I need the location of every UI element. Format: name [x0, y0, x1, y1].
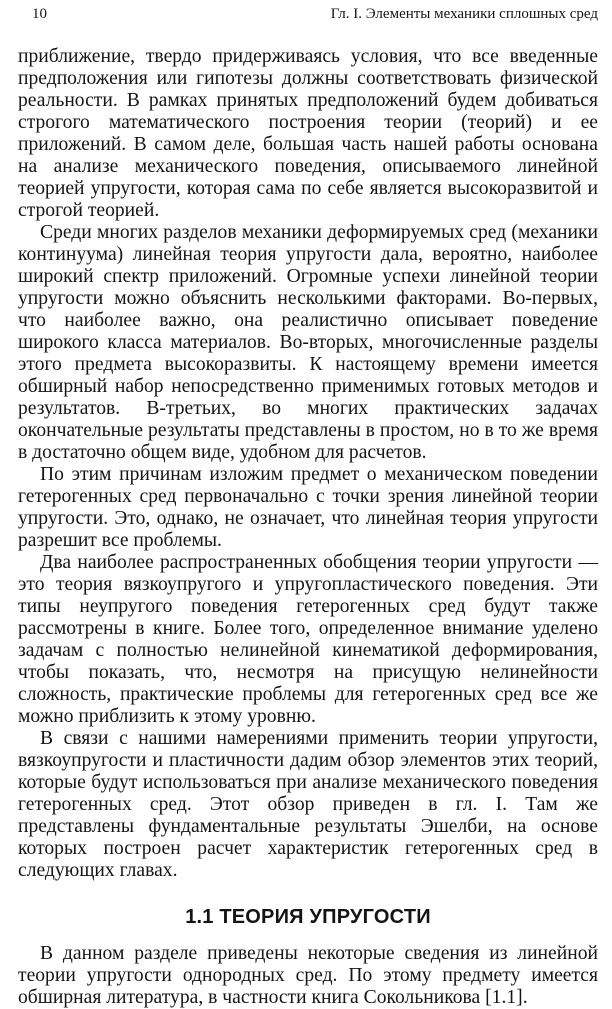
page-header — [18, 6, 598, 32]
paragraph: приближение, твердо придерживаясь условия, что все введенные предположения или гипотезы должны соответствовать физической реальности. В рамках принятых предположений будем добиваться строгого математического построения теории (теорий) и ее приложений. В самом деле, большая часть нашей работы основана на анализе механического поведения, описываемого линейной теорией упругости, которая сама по себе является высокоразвитой и строгой теорией. — [18, 46, 598, 221]
paragraph: Среди многих разделов механики деформируемых сред (механики континуума) линейная теория упругости дала, вероятно, наиболее широкий спектр приложений. Огромные успехи линейной теории упругости можно объяснить несколькими факторами. Во-первых, что наиболее важно, она реалистично описывает поведение широкого класса материалов. Во-вторых, многочисленные разделы этого предмета высокоразвиты. К настоящему времени имеется обширный набор непосредственно применимых готовых методов и результатов. В-третьих, во многих практических задачах окончательные результаты представлены в простом, но в то же время в достаточно общем виде, удобном для расчетов. — [18, 222, 598, 463]
running-title: Гл. I. Элементы механики сплошных сред — [330, 6, 598, 22]
page-body — [18, 46, 598, 1009]
paragraph: В связи с нашими намерениями применить теории упругости, вязкоупругости и пластичности дадим обзор элементов этих теорий, которые будут использоваться при анализе механического поведения гетерогенных сред. Этот обзор приведен в гл. I. Там же представлены фундаментальные результаты Эшелби, на основе которых построен расчет характеристик гетерогенных сред в следующих главах. — [18, 728, 598, 881]
paragraph: По этим причинам изложим предмет о механическом поведении гетерогенных сред первоначально с точки зрения линейной теории упругости. Это, однако, не означает, что линейная теория упругости разрешит все проблемы. — [18, 464, 598, 551]
page-number: 10 — [32, 6, 47, 22]
paragraph: В данном разделе приведены некоторые сведения из линейной теории упругости однородных сред. По этому предмету имеется обширная литература, в частности книга Сокольникова [1.1]. — [18, 943, 598, 1008]
section-heading: 1.1 ТЕОРИЯ УПРУГОСТИ — [185, 906, 431, 928]
paragraph: Два наиболее распространенных обобщения теории упругости — это теория вязкоупругого и упругопластического поведения. Эти типы неупругого поведения гетерогенных сред будут также рассмотрены в книге. Более того, определенное внимание уделено задачам с полностью нелинейной кинематикой деформирования, чтобы показать, что, несмотря на присущую нелинейности сложность, практические проблемы для гетерогенных сред все же можно приблизить к этому уровню. — [18, 552, 598, 727]
